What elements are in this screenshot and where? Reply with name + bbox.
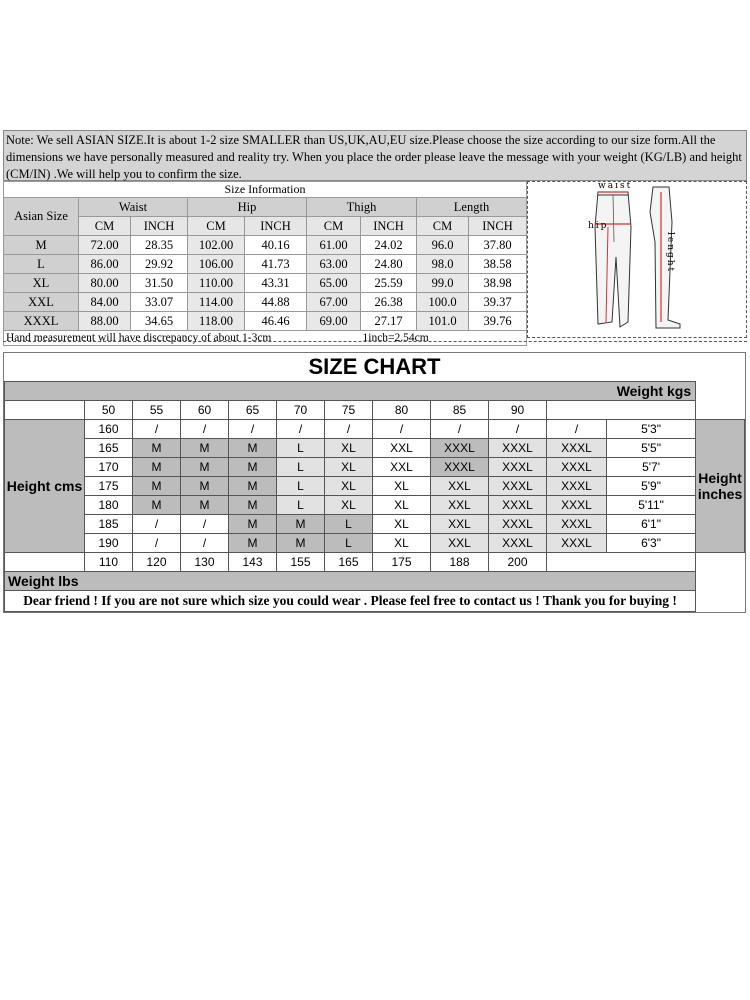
size-cell: XXL bbox=[431, 515, 489, 534]
weight-lb-value: 200 bbox=[489, 553, 547, 572]
measurement-value: 84.00 bbox=[79, 293, 131, 312]
group-header: Length bbox=[417, 198, 527, 217]
blank-cell bbox=[547, 401, 696, 420]
height-cm-value: 190 bbox=[85, 534, 133, 553]
size-info-table-wrap bbox=[3, 181, 526, 346]
height-cm-value: 165 bbox=[85, 439, 133, 458]
weight-lb-value: 188 bbox=[431, 553, 489, 572]
measurement-value: 114.00 bbox=[188, 293, 245, 312]
measurement-value: 27.17 bbox=[361, 312, 417, 331]
measurement-value: 24.02 bbox=[361, 236, 417, 255]
size-cell: / bbox=[133, 515, 181, 534]
size-cell: XXXL bbox=[489, 515, 547, 534]
unit-header: CM bbox=[307, 217, 361, 236]
weight-lb-value: 143 bbox=[229, 553, 277, 572]
blank-cell bbox=[5, 553, 85, 572]
height-inch-value: 6'3" bbox=[607, 534, 696, 553]
measurement-value: 69.00 bbox=[307, 312, 361, 331]
measurement-value: 43.31 bbox=[245, 274, 307, 293]
measurement-value: 39.76 bbox=[469, 312, 527, 331]
height-cm-value: 160 bbox=[85, 420, 133, 439]
group-header: Hip bbox=[188, 198, 307, 217]
weight-kg-value: 55 bbox=[133, 401, 181, 420]
height-inch-value: 6'1" bbox=[607, 515, 696, 534]
measurement-value: 98.0 bbox=[417, 255, 469, 274]
size-chart-table bbox=[4, 381, 745, 612]
size-cell: XXXL bbox=[489, 458, 547, 477]
size-cell: XXXL bbox=[489, 439, 547, 458]
measurement-value: 110.00 bbox=[188, 274, 245, 293]
size-cell: XXXL bbox=[431, 439, 489, 458]
height-inches-label: Height inches bbox=[696, 420, 745, 553]
size-cell: XXXL bbox=[547, 439, 607, 458]
size-cell: XXL bbox=[431, 534, 489, 553]
measurement-value: 61.00 bbox=[307, 236, 361, 255]
weight-lb-value: 120 bbox=[133, 553, 181, 572]
unit-header: CM bbox=[188, 217, 245, 236]
size-cell: XXXL bbox=[547, 496, 607, 515]
measurement-value: 34.65 bbox=[131, 312, 188, 331]
size-cell: M bbox=[181, 496, 229, 515]
size-cell: L bbox=[325, 515, 373, 534]
size-cell: M bbox=[133, 477, 181, 496]
size-cell: M bbox=[277, 534, 325, 553]
size-cell: XL bbox=[373, 515, 431, 534]
unit-header: INCH bbox=[469, 217, 527, 236]
size-cell: XXXL bbox=[547, 534, 607, 553]
height-inch-value: 5'11" bbox=[607, 496, 696, 515]
size-cell: M bbox=[133, 496, 181, 515]
size-cell: XL bbox=[325, 439, 373, 458]
measurement-value: 118.00 bbox=[188, 312, 245, 331]
size-row bbox=[4, 293, 527, 312]
inch-conversion-note: 1inch=2.54cm bbox=[361, 331, 527, 346]
weight-lbs-label: Weight lbs bbox=[5, 572, 696, 591]
weight-lb-value: 165 bbox=[325, 553, 373, 572]
size-cell: M bbox=[229, 477, 277, 496]
height-inch-value: 5'9" bbox=[607, 477, 696, 496]
unit-header: INCH bbox=[361, 217, 417, 236]
size-row bbox=[4, 312, 527, 331]
size-cell: XXXL bbox=[489, 534, 547, 553]
weight-kg-value: 75 bbox=[325, 401, 373, 420]
size-cell: M bbox=[229, 534, 277, 553]
size-cell: / bbox=[133, 420, 181, 439]
size-cell: XXXL bbox=[547, 515, 607, 534]
weight-lb-value: 175 bbox=[373, 553, 431, 572]
measurement-value: 67.00 bbox=[307, 293, 361, 312]
size-label: XXXL bbox=[4, 312, 79, 331]
measurement-value: 72.00 bbox=[79, 236, 131, 255]
weight-kg-value: 80 bbox=[373, 401, 431, 420]
height-inch-value: 5'7' bbox=[607, 458, 696, 477]
height-cm-value: 175 bbox=[85, 477, 133, 496]
measurement-value: 96.0 bbox=[417, 236, 469, 255]
chart-row bbox=[5, 534, 745, 553]
blank-cell bbox=[547, 553, 696, 572]
unit-header: CM bbox=[79, 217, 131, 236]
size-label: L bbox=[4, 255, 79, 274]
size-cell: XL bbox=[325, 458, 373, 477]
weight-lb-value: 130 bbox=[181, 553, 229, 572]
measurement-value: 80.00 bbox=[79, 274, 131, 293]
weight-kg-value: 70 bbox=[277, 401, 325, 420]
height-inch-value: 5'3" bbox=[607, 420, 696, 439]
measurement-value: 99.0 bbox=[417, 274, 469, 293]
length-label: lenght bbox=[665, 232, 675, 274]
chart-row bbox=[5, 515, 745, 534]
size-label: M bbox=[4, 236, 79, 255]
size-cell: / bbox=[181, 420, 229, 439]
measurement-value: 39.37 bbox=[469, 293, 527, 312]
weight-kg-value: 60 bbox=[181, 401, 229, 420]
height-cm-value: 185 bbox=[85, 515, 133, 534]
height-cms-label: Height cms bbox=[5, 420, 85, 553]
measurement-value: 100.0 bbox=[417, 293, 469, 312]
size-cell: XXXL bbox=[431, 458, 489, 477]
weight-kg-value: 90 bbox=[489, 401, 547, 420]
waist-label: waist bbox=[598, 182, 633, 191]
size-cell: XXXL bbox=[547, 477, 607, 496]
size-chart bbox=[3, 352, 746, 613]
chart-row bbox=[5, 477, 745, 496]
weight-lb-value: 110 bbox=[85, 553, 133, 572]
measurement-value: 26.38 bbox=[361, 293, 417, 312]
group-header: Thigh bbox=[307, 198, 417, 217]
size-cell: M bbox=[181, 477, 229, 496]
measurement-value: 28.35 bbox=[131, 236, 188, 255]
size-cell: XXL bbox=[373, 458, 431, 477]
size-cell: XL bbox=[325, 496, 373, 515]
measurement-value: 63.00 bbox=[307, 255, 361, 274]
blank-cell bbox=[5, 401, 85, 420]
size-row bbox=[4, 236, 527, 255]
size-cell: M bbox=[181, 439, 229, 458]
unit-header: CM bbox=[417, 217, 469, 236]
weight-lb-value: 155 bbox=[277, 553, 325, 572]
chart-row bbox=[5, 458, 745, 477]
measurement-value: 88.00 bbox=[79, 312, 131, 331]
measurement-value: 38.58 bbox=[469, 255, 527, 274]
size-row bbox=[4, 274, 527, 293]
size-info-table bbox=[3, 181, 527, 346]
size-cell: / bbox=[277, 420, 325, 439]
height-inch-value: 5'5" bbox=[607, 439, 696, 458]
chart-row bbox=[5, 496, 745, 515]
measurement-value: 33.07 bbox=[131, 293, 188, 312]
measurement-value: 101.0 bbox=[417, 312, 469, 331]
size-cell: XL bbox=[373, 496, 431, 515]
size-cell: / bbox=[373, 420, 431, 439]
measurement-value: 24.80 bbox=[361, 255, 417, 274]
measurement-value: 31.50 bbox=[131, 274, 188, 293]
size-row bbox=[4, 255, 527, 274]
size-cell: / bbox=[431, 420, 489, 439]
unit-header: INCH bbox=[245, 217, 307, 236]
size-cell: / bbox=[229, 420, 277, 439]
size-label: XXL bbox=[4, 293, 79, 312]
height-cm-value: 180 bbox=[85, 496, 133, 515]
pants-diagram bbox=[527, 181, 747, 338]
size-info-title: Size Information bbox=[4, 182, 527, 198]
chart-row bbox=[5, 439, 745, 458]
weight-kg-value: 65 bbox=[229, 401, 277, 420]
size-cell: M bbox=[277, 515, 325, 534]
measurement-value: 40.16 bbox=[245, 236, 307, 255]
size-label: XL bbox=[4, 274, 79, 293]
size-cell: L bbox=[325, 534, 373, 553]
size-cell: XXL bbox=[431, 477, 489, 496]
measurement-value: 25.59 bbox=[361, 274, 417, 293]
size-cell: XXL bbox=[431, 496, 489, 515]
size-info-section bbox=[3, 181, 747, 347]
hip-label: hip bbox=[588, 221, 609, 231]
measurement-value: 38.98 bbox=[469, 274, 527, 293]
size-cell: / bbox=[547, 420, 607, 439]
size-guide bbox=[3, 130, 747, 347]
size-cell: XXL bbox=[373, 439, 431, 458]
size-cell: M bbox=[133, 439, 181, 458]
size-cell: M bbox=[229, 496, 277, 515]
group-header: Waist bbox=[79, 198, 188, 217]
size-cell: XL bbox=[325, 477, 373, 496]
pants-illustration bbox=[528, 182, 746, 337]
measurement-value: 44.88 bbox=[245, 293, 307, 312]
asian-size-header: Asian Size bbox=[4, 198, 79, 236]
size-note: Note: We sell ASIAN SIZE.It is about 1-2 size SMALLER than US,UK,AU,EU size.Please choose the size according to our size form.All the dimensions we have personally measured and reality try. When you place the order please leave the message with your weight (KG/LB) and height (CM/IN) .We will help you to confirm the size. bbox=[3, 130, 747, 181]
size-cell: / bbox=[325, 420, 373, 439]
measurement-value: 65.00 bbox=[307, 274, 361, 293]
size-cell: XL bbox=[373, 534, 431, 553]
size-cell: XXXL bbox=[489, 496, 547, 515]
measurement-value: 29.92 bbox=[131, 255, 188, 274]
size-cell: L bbox=[277, 477, 325, 496]
size-chart-title: SIZE CHART bbox=[308, 354, 441, 379]
size-cell: / bbox=[133, 534, 181, 553]
size-cell: XXXL bbox=[547, 458, 607, 477]
size-cell: M bbox=[229, 458, 277, 477]
size-cell: / bbox=[489, 420, 547, 439]
measurement-value: 106.00 bbox=[188, 255, 245, 274]
size-cell: M bbox=[133, 458, 181, 477]
weight-kg-value: 50 bbox=[85, 401, 133, 420]
size-cell: M bbox=[181, 458, 229, 477]
weight-kgs-label: Weight kgs bbox=[5, 382, 696, 401]
size-cell: XL bbox=[373, 477, 431, 496]
measurement-value: 102.00 bbox=[188, 236, 245, 255]
weight-kg-value: 85 bbox=[431, 401, 489, 420]
size-cell: M bbox=[229, 439, 277, 458]
measurement-value: 41.73 bbox=[245, 255, 307, 274]
chart-row bbox=[5, 420, 745, 439]
measurement-discrepancy-note: Hand measurement will have discrepancy of about 1-3cm bbox=[4, 331, 361, 346]
unit-header: INCH bbox=[131, 217, 188, 236]
size-cell: L bbox=[277, 439, 325, 458]
size-cell: M bbox=[229, 515, 277, 534]
measurement-value: 46.46 bbox=[245, 312, 307, 331]
size-cell: L bbox=[277, 496, 325, 515]
measurement-value: 37.80 bbox=[469, 236, 527, 255]
section-divider bbox=[3, 341, 747, 342]
thank-you-message: Dear friend ! If you are not sure which size you could wear . Please feel free to contact us ! Thank you for buying ! bbox=[5, 591, 696, 612]
size-cell: / bbox=[181, 534, 229, 553]
size-cell: XXXL bbox=[489, 477, 547, 496]
size-cell: / bbox=[181, 515, 229, 534]
measurement-value: 86.00 bbox=[79, 255, 131, 274]
height-cm-value: 170 bbox=[85, 458, 133, 477]
size-cell: L bbox=[277, 458, 325, 477]
